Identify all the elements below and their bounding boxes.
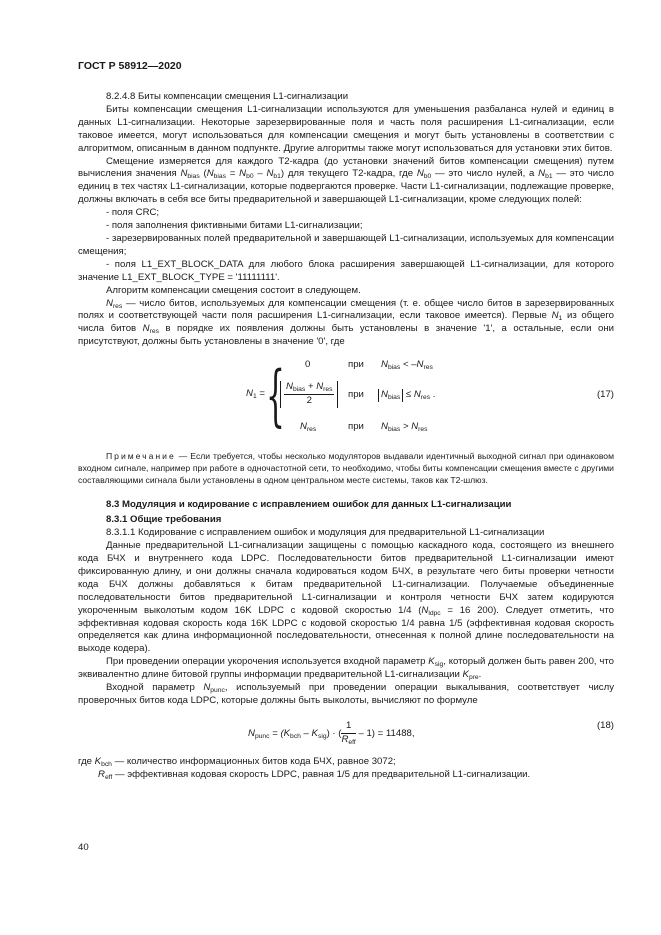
paragraph: 8.3.1.1 Кодирование с исправлением ошибок и модуляция для предварительной L1-сигнализации xyxy=(106,527,545,539)
case-row-3-condition: $N_{bias} > N_{res}$ xyxy=(381,421,428,434)
note: Примечание — Если требуется, чтобы несколько модуляторов выдавали идентичный выходной сигнал при одинаковом входном сигнале, например при работе в одночастотной сети, то необходимо, чтобы биты компенсации смещения вместе с другими составляющими сигнала были установлены в одном центральном месте системы, таков как T2-шлюз. xyxy=(78,451,614,486)
equation-number: (18) xyxy=(596,719,614,731)
case-row-3-when: при xyxy=(348,421,364,433)
paragraph: Биты компенсации смещения L1-сигнализации используются для уменьшения разбаланса нулей и единиц в данных L1-сигнализации. Некоторые зарезервированные поля и часть поля расширения L1-сигнализации, если таковое имеется, могут использоваться для компенсации смещения и могут быть установлены в соответствии с алгоритмом, описанным в данном подпункте. Другие алгоритмы также могут использоваться для установки этих битов. xyxy=(78,103,614,154)
document-header: ГОСТ Р 58912—2020 xyxy=(78,60,182,72)
paragraph: Смещение измеряется для каждого T2-кадра (до установки значений битов компенсации смещения) путем вычисления значения $N_{bias}$ $(N_{bias} = N_{b0} - N_{b1})$ для текущего T2-кадра, где $N_{b0}$ — это число нулей, а $N_{b1}$ — это число единиц в тех частях L1-сигнализации, которые подвергаются проверке. Части L1-сигнализации, подлежащие проверке, должны включать в себя все биты предварительной и завершающей L1-сигнализации, кроме следующих полей: xyxy=(78,155,614,206)
section-8-3-1-title: 8.3.1 Общие требования xyxy=(106,514,222,526)
page-body xyxy=(78,91,614,782)
case-row-2-value: $\frac{N_{bias} + N_{res}}{2}$ xyxy=(280,381,338,408)
where-clause: где $K_{bch}$ — количество информационных битов кода БЧХ, равное 3072; xyxy=(78,755,396,768)
equation-number: (17) xyxy=(596,389,614,401)
where-clause: $R_{eff}$ — эффективная кодовая скорость LDPC, равная 1/5 для предварительной L1-сигнализации. xyxy=(98,768,531,781)
list-item: - поля L1_EXT_BLOCK_DATA для любого блока расширения завершающей L1-сигнализации, для которого значение L1_EXT_BLOCK_TYPE = '11111111'. xyxy=(78,258,614,283)
paragraph: Входной параметр $N_{punc}$, используемый при проведении операции выкалывания, соответствует числу проверочных битов кода LDPC, которые должны быть выколоты, вычисляют по формуле xyxy=(78,682,614,706)
case-row-1-condition: $N_{bias} < -N_{res}$ xyxy=(381,359,433,372)
list-item: - поля заполнения фиктивными битами L1-сигнализации; xyxy=(106,220,363,232)
section-8-2-4-8-title: 8.2.4.8 Биты компенсации смещения L1-сигнализации xyxy=(106,91,349,102)
list-item: - поля CRC; xyxy=(106,207,160,219)
case-row-2-when: при xyxy=(348,389,364,401)
case-row-2-condition: $N_{bias} \le N_{res}$ . xyxy=(378,389,435,402)
paragraph: Алгоритм компенсации смещения состоит в следующем. xyxy=(106,284,361,296)
brace-symbol: { xyxy=(266,357,285,435)
case-row-3-value: $N_{res}$ xyxy=(300,421,317,434)
equation-body: $N_{punc} = (K_{bch} - K_{sig})$ · ( $\frac{1}{R_{eff}}$ – 1) = 11488, xyxy=(248,719,415,746)
list-item: - зарезервированных полей предварительной и завершающей L1-сигнализации, используемых для компенсации смещения; xyxy=(78,232,614,257)
case-row-1-value: 0 xyxy=(305,359,311,371)
paragraph: При проведении операции укорочения используется входной параметр $K_{sig}$, который должен быть равен 200, что эквивалентно длине битовой группы информации предварительной L1-сигнализации $K_{pre}$. xyxy=(78,656,615,682)
case-row-1-when: при xyxy=(348,359,364,371)
paragraph: Данные предварительной L1-сигнализации защищены с помощью каскадного кода, состоящего из внешнего кода БЧХ и внутреннего кода LDPC. Последовательности битов предварительной L1-сигнализации имеют фиксированную длину, и они должны сначала кодироваться кодом БЧХ, в результате чего биты проверки четности кода БЧХ должны добавляться к битам предварительной L1-сигнализации. Получаемые объединенные последовательности битов предварительной L1-сигнализации и контроля четности БЧХ затем кодируются укороченным выколотым кодом 16K LDPC с кодовой скоростью 1/4 ($N_{ldpc} = 16$ 200). Следует отметить, что эффективная кодовая скорость кода 16K LDPC с кодовой скоростью 1/4 равна 1/5 (эффективная кодовая скорость определяется как длина информационной последовательности, отнесенная к полной длине последовательности на выходе кодера). xyxy=(78,540,615,655)
paragraph: $N_{res}$ — число битов, используемых для компенсации смещения (т. е. общее число битов в зарезервированных полях и соответствующей части поля расширения L1-сигнализации, если таковое имеется). Первые $N_1$ из общего числа битов $N_{res}$ в порядке их появления должны быть установлены в значение '1', а остальные, если они присутствуют, должны быть установлены в значение '0', где xyxy=(78,297,614,348)
page-number: 40 xyxy=(78,842,89,853)
equation-18 xyxy=(78,714,614,750)
equation-17 xyxy=(78,355,614,440)
section-8-3-title: 8.3 Модуляция и кодирование с исправлением ошибок для данных L1-сигнализации xyxy=(106,499,512,511)
equation-lhs: $N_1$ = xyxy=(246,388,265,401)
